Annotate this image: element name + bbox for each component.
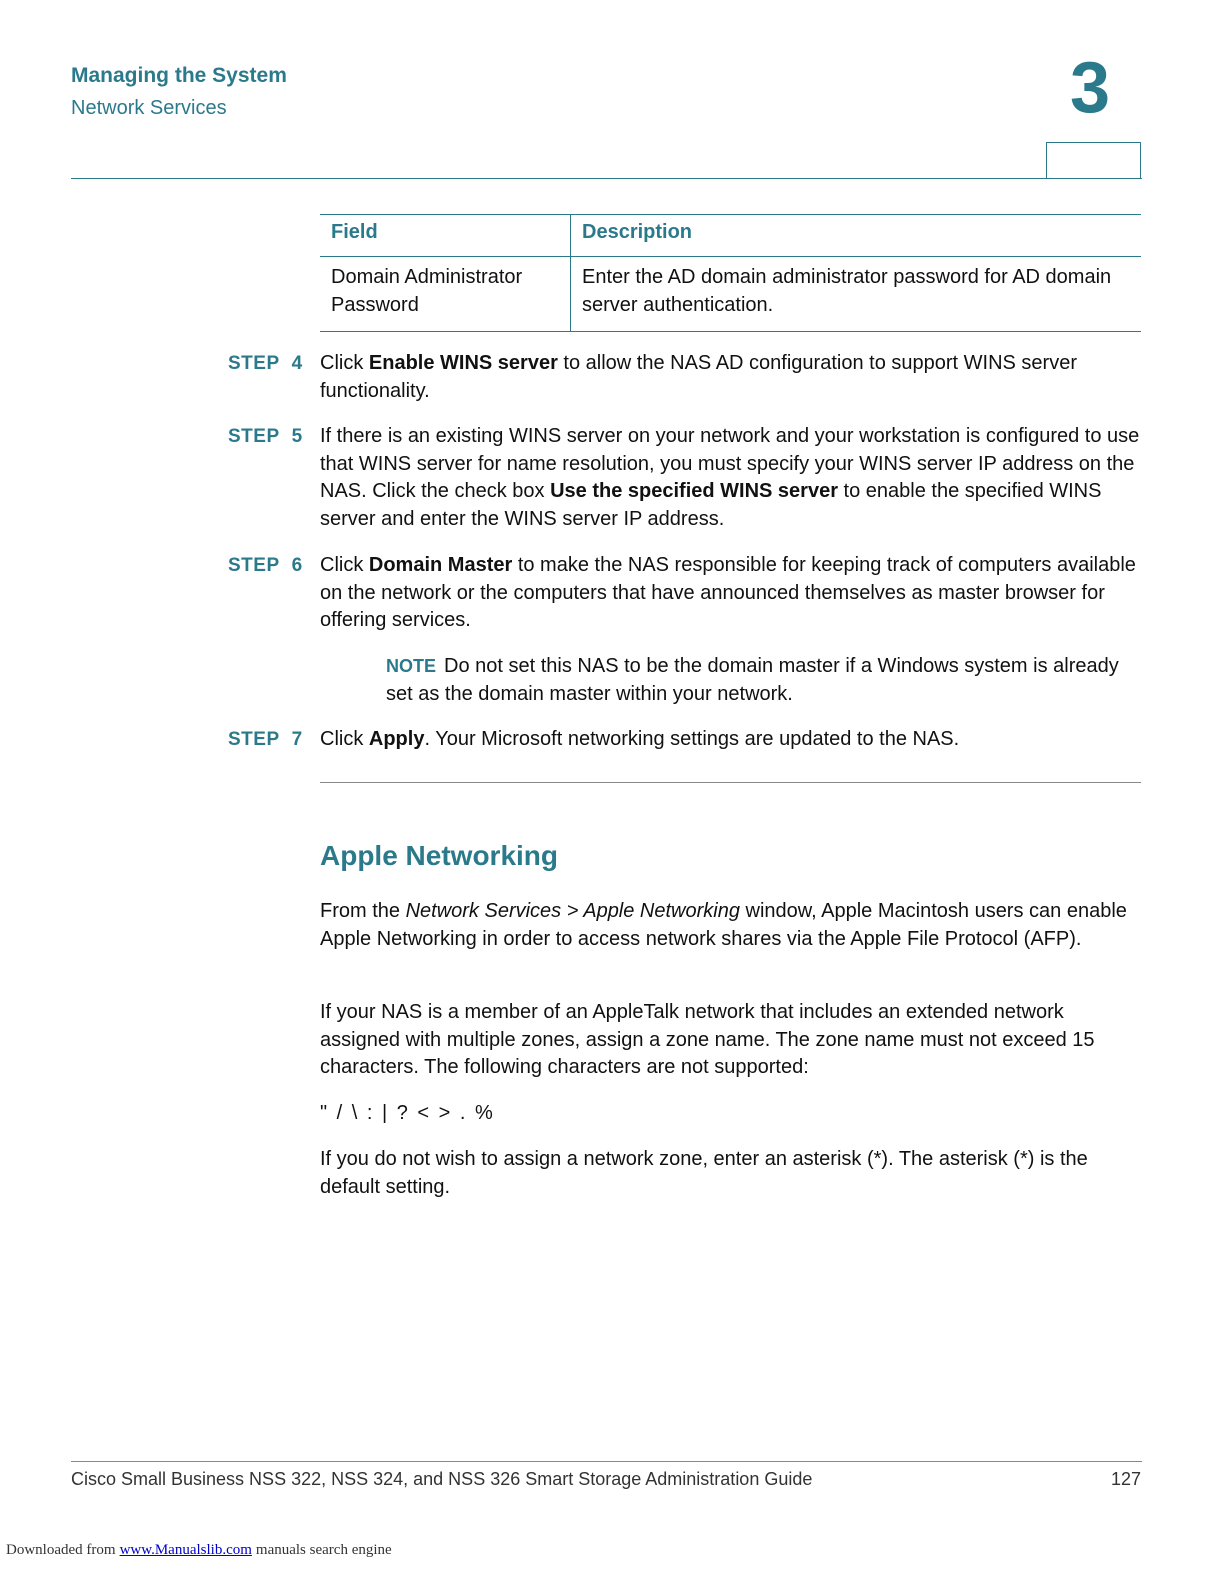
- step-7: [228, 726, 1141, 754]
- step-text: Click Domain Master to make the NAS responsible for keeping track of computers available on the network or the computers that have announced themselves as master browser for offering services.: [320, 554, 1136, 631]
- manualslib-link[interactable]: www.Manualslib.com: [119, 1542, 252, 1558]
- apple-paragraph-1: From the Network Services > Apple Networking window, Apple Macintosh users can enable Apple Networking in order to access network shares via the Apple File Protocol (AFP).: [320, 900, 1127, 950]
- field-description-table: [320, 214, 1141, 332]
- step-label: STEP 4: [228, 353, 303, 374]
- step-5: [228, 423, 1141, 533]
- step-label: STEP 7: [228, 729, 303, 750]
- table-cell-field: Domain Administrator Password: [320, 257, 571, 332]
- apple-paragraph-3: If you do not wish to assign a network zone, enter an asterisk (*). The asterisk (*) is the default setting.: [320, 1148, 1088, 1198]
- note-label: NOTE: [386, 656, 437, 676]
- chapter-number: 3: [1070, 48, 1111, 128]
- step-text: Click Enable WINS server to allow the NAS AD configuration to support WINS server functionality.: [320, 352, 1077, 402]
- note: [386, 653, 1141, 708]
- table-cell-description: Enter the AD domain administrator password for AD domain server authentication.: [571, 257, 1142, 332]
- table-header-row: [320, 215, 1141, 257]
- step-label: STEP 6: [228, 555, 303, 576]
- step-4: [228, 350, 1141, 405]
- apple-paragraph-2: If your NAS is a member of an AppleTalk network that includes an extended network assigned with multiple zones, assign a zone name. The zone name must not exceed 15 characters. The following characters are not supported:: [320, 1001, 1095, 1078]
- page-number: 127: [1110, 1469, 1141, 1489]
- footer-divider: [71, 1461, 1142, 1462]
- chapter-title: Managing the System: [71, 64, 287, 87]
- section-divider: [320, 782, 1141, 783]
- step-text: Click Apply. Your Microsoft networking settings are updated to the NAS.: [320, 728, 960, 750]
- download-banner: Downloaded from www.Manualslib.com manuals search engine: [6, 1542, 392, 1558]
- table-header-field: Field: [320, 215, 571, 257]
- footer-guide-title: Cisco Small Business NSS 322, NSS 324, and NSS 326 Smart Storage Administration Guide: [71, 1469, 813, 1489]
- table-header-description: Description: [571, 215, 1142, 257]
- step-text: If there is an existing WINS server on your network and your workstation is configured to use that WINS server for name resolution, you must specify your WINS server IP address on the NAS. Click the check box Use the specified WINS server to enable the specified WINS server and enter the WINS server IP address.: [320, 425, 1140, 530]
- header-divider: [71, 178, 1142, 179]
- section-subtitle: Network Services: [71, 97, 227, 119]
- unsupported-characters: " / \ : | ? < > . %: [320, 1102, 493, 1124]
- step-6: [228, 552, 1141, 635]
- table-row: [320, 257, 1141, 332]
- note-text: Do not set this NAS to be the domain master if a Windows system is already set as the domain master within your network.: [386, 655, 1119, 705]
- apple-networking-heading: Apple Networking: [320, 840, 559, 871]
- step-label: STEP 5: [228, 426, 303, 447]
- chapter-tab-frame: [1046, 142, 1141, 178]
